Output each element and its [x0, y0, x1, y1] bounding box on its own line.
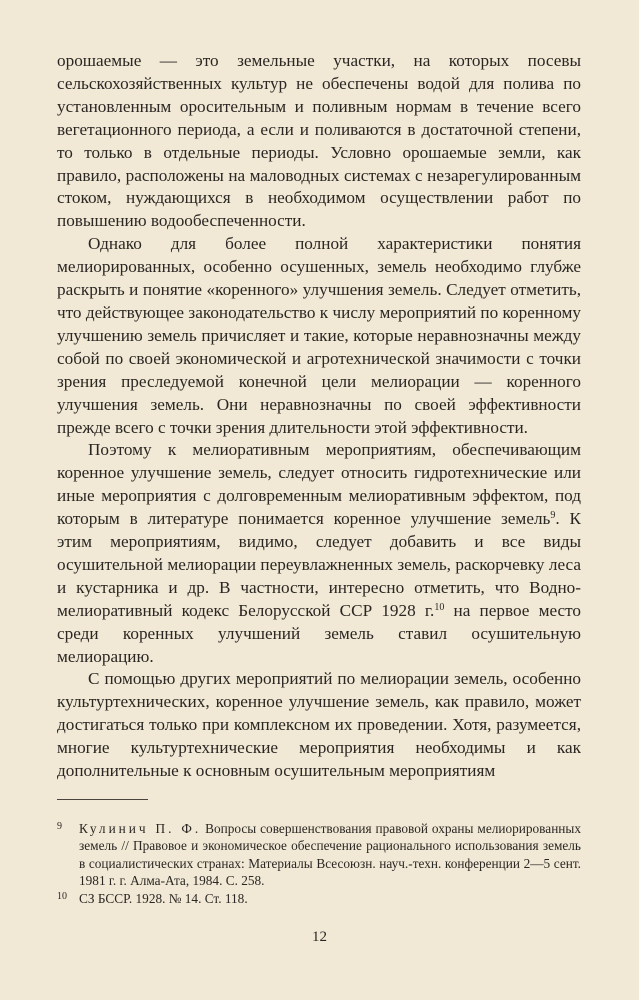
- footnote-text: Вопросы совершенствования правовой охраны мелиорированных земель // Правовое и экономическое обеспечение рационального использования земель в социалистических странах: Материалы Всесоюзн. науч.-техн. конференции 2—5 сент. 1981 г. г. Алма-Ата, 1984. С. 258.: [79, 821, 582, 889]
- footnote-divider: [57, 799, 148, 800]
- footnotes: [57, 820, 581, 907]
- main-text: [57, 50, 581, 783]
- paragraph-1: орошаемые — это земельные участки, на которых посевы сельскохозяйственных культур не обеспечены водой для полива по установленным оросительным и поливным нормам в течение всего вегетационного периода, а если и поливаются в достаточной степени, то только в отдельные периоды. Условно орошаемые земли, как правило, расположены на маловодных системах с незарегулированным стоком, нуждающихся в необходимом осуществлении работ по повышению водообеспеченности.: [57, 51, 581, 231]
- footnote-9: 9 Кулинич П. Ф. Вопросы совершенствования правовой охраны мелиорированных земель // Правовое и экономическое обеспечение рационального использования земель в социалистических странах: Материалы Всесоюзн. науч.-техн. конференции 2—5 сент. 1981 г. г. Алма-Ата, 1984. С. 258.: [57, 821, 582, 889]
- page-number: 12: [312, 929, 327, 945]
- paragraph-3: [57, 439, 581, 668]
- paragraph-2: Однако для более полной характеристики понятия мелиорированных, особенно осушенных, земель необходимо глубже раскрыть и понятие «коренного» улучшения земель. Следует отметить, что действующее законодательство к числу мероприятий по коренному улучшению земель причисляет и такие, которые неравнозначны между собой по своей экономической и агротехнической значимости с точки зрения преследуемой конечной цели мелиорации — коренного улучшения земель. Они неравнозначны по своей эффективности прежде всего с точки зрения длительности этой эффективности.: [57, 234, 581, 437]
- footnote-ref-9: 9: [550, 510, 556, 522]
- paragraph-4: С помощью других мероприятий по мелиорации земель, особенно культуртехнических, коренное улучшение земель, как правило, может достигаться только при комплексном их проведении. Хотя, разумеется, многие культуртехнические мероприятия необходимы и как дополнительные к основным осушительным мероприятиям: [57, 669, 581, 781]
- paragraph-3-part-2: . К этим мероприятиям, видимо, следует добавить и все виды осушительной мелиорации переувлажненных земель, раскорчевку леса и кустарника и др. В частности, интересно отметить, что Водно-мелиоративный кодекс Белорусской ССР 1928 г.: [57, 509, 581, 620]
- paragraph-3-part-3: на первое место среди коренных улучшений земель ставил осушительную мелиорацию.: [57, 600, 582, 666]
- footnote-ref-10: 10: [434, 601, 445, 613]
- footnote-author: Кулинич П. Ф.: [79, 821, 202, 836]
- footnote-text: СЗ БССР. 1928. № 14. Ст. 118.: [79, 890, 248, 906]
- paragraph-3-part-1: Поэтому к мелиоративным мероприятиям, обеспечивающим коренное улучшение земель, следует относить гидротехнические или иные мероприятия с долговременным мелиоративным эффектом, под которым в литературе понимается коренное улучшение земель: [57, 440, 581, 529]
- footnote-10: 10 СЗ БССР. 1928. № 14. Ст. 118.: [57, 890, 248, 906]
